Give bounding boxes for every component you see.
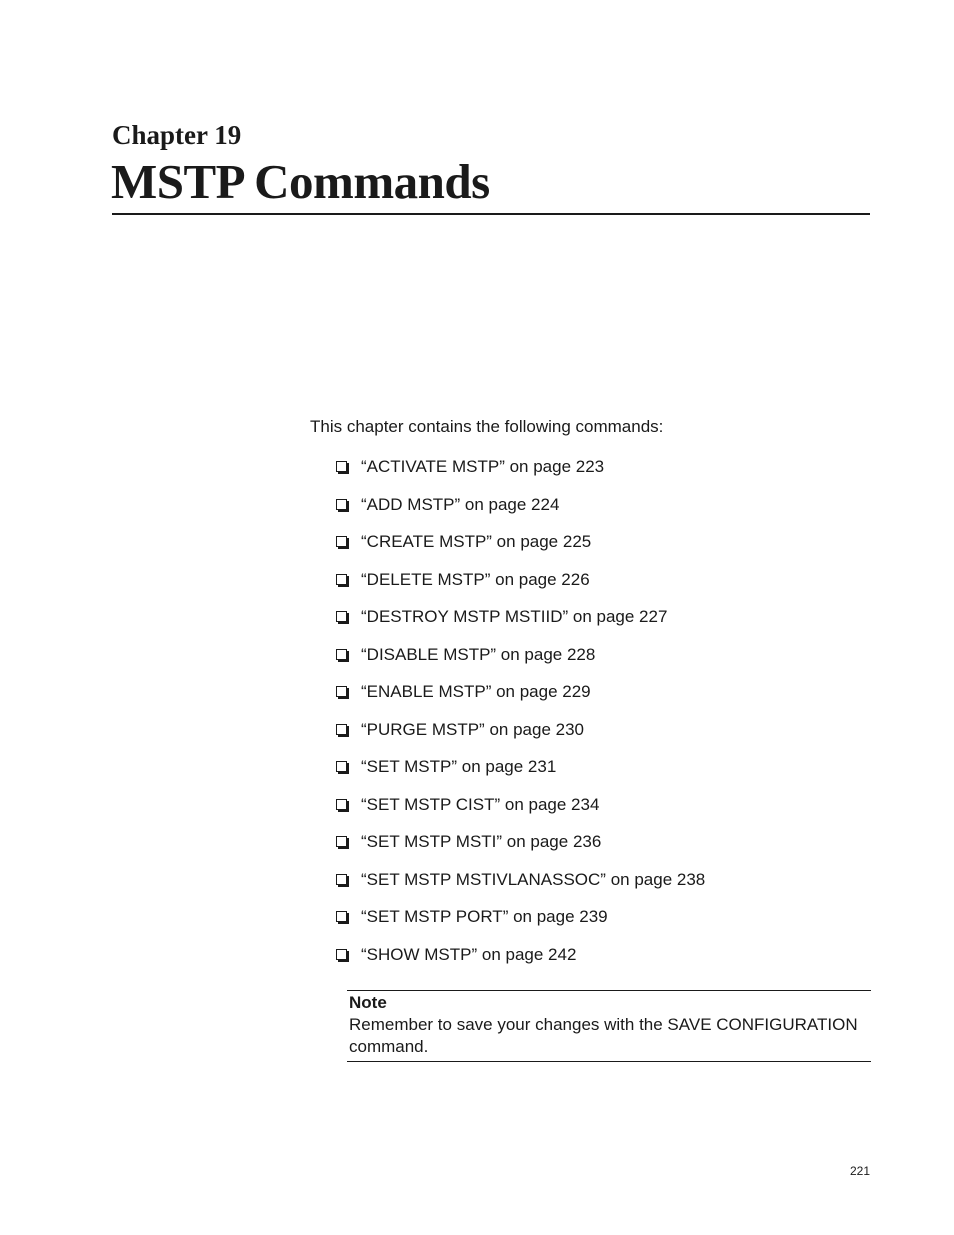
chapter-title: MSTP Commands [111, 154, 490, 209]
intro-text: This chapter contains the following commands: [310, 417, 664, 436]
list-item [336, 605, 705, 643]
checkbox-square-icon [336, 574, 347, 585]
checkbox-square-icon [336, 836, 347, 847]
checkbox-square-icon [336, 761, 347, 772]
command-link[interactable]: “ENABLE MSTP” on page 229 [361, 682, 591, 701]
checkbox-square-icon [336, 911, 347, 922]
checkbox-square-icon [336, 874, 347, 885]
list-item [336, 718, 705, 756]
list-item [336, 830, 705, 868]
list-item [336, 455, 705, 493]
command-link[interactable]: “ACTIVATE MSTP” on page 223 [361, 457, 605, 476]
list-item [336, 868, 705, 906]
list-item [336, 793, 705, 831]
checkbox-square-icon [336, 536, 347, 547]
command-list [336, 455, 705, 980]
list-item [336, 530, 705, 568]
checkbox-square-icon [336, 949, 347, 960]
note-body: Remember to save your changes with the SAVE CONFIGURATION command. [349, 1015, 858, 1056]
list-item [336, 643, 705, 681]
note-heading: Note [349, 993, 387, 1012]
command-link[interactable]: “SET MSTP MSTI” on page 236 [361, 832, 602, 851]
list-item [336, 943, 705, 981]
command-link[interactable]: “SET MSTP MSTIVLANASSOC” on page 238 [361, 869, 706, 889]
checkbox-square-icon [336, 649, 347, 660]
list-item [336, 755, 705, 793]
command-link[interactable]: “SET MSTP CIST” on page 234 [361, 794, 600, 814]
note-box [347, 990, 871, 1062]
page-number: 221 [850, 1164, 871, 1178]
checkbox-square-icon [336, 686, 347, 697]
command-link[interactable]: “ADD MSTP” on page 224 [361, 494, 560, 514]
list-item [336, 568, 705, 606]
checkbox-square-icon [336, 724, 347, 735]
checkbox-square-icon [336, 499, 347, 510]
chapter-label: Chapter 19 [112, 120, 242, 150]
command-link[interactable]: “DISABLE MSTP” on page 228 [361, 644, 596, 664]
command-link[interactable]: “CREATE MSTP” on page 225 [361, 532, 592, 551]
command-link[interactable]: “DESTROY MSTP MSTIID” on page 227 [361, 607, 668, 626]
command-link[interactable]: “SET MSTP PORT” on page 239 [361, 907, 608, 926]
command-link[interactable]: “PURGE MSTP” on page 230 [361, 719, 584, 739]
command-link[interactable]: “DELETE MSTP” on page 226 [361, 569, 590, 589]
checkbox-square-icon [336, 461, 347, 472]
list-item [336, 905, 705, 943]
checkbox-square-icon [336, 611, 347, 622]
list-item [336, 680, 705, 718]
checkbox-square-icon [336, 799, 347, 810]
command-link[interactable]: “SHOW MSTP” on page 242 [361, 944, 577, 964]
list-item [336, 493, 705, 531]
title-divider [112, 213, 870, 215]
command-link[interactable]: “SET MSTP” on page 231 [361, 757, 557, 776]
